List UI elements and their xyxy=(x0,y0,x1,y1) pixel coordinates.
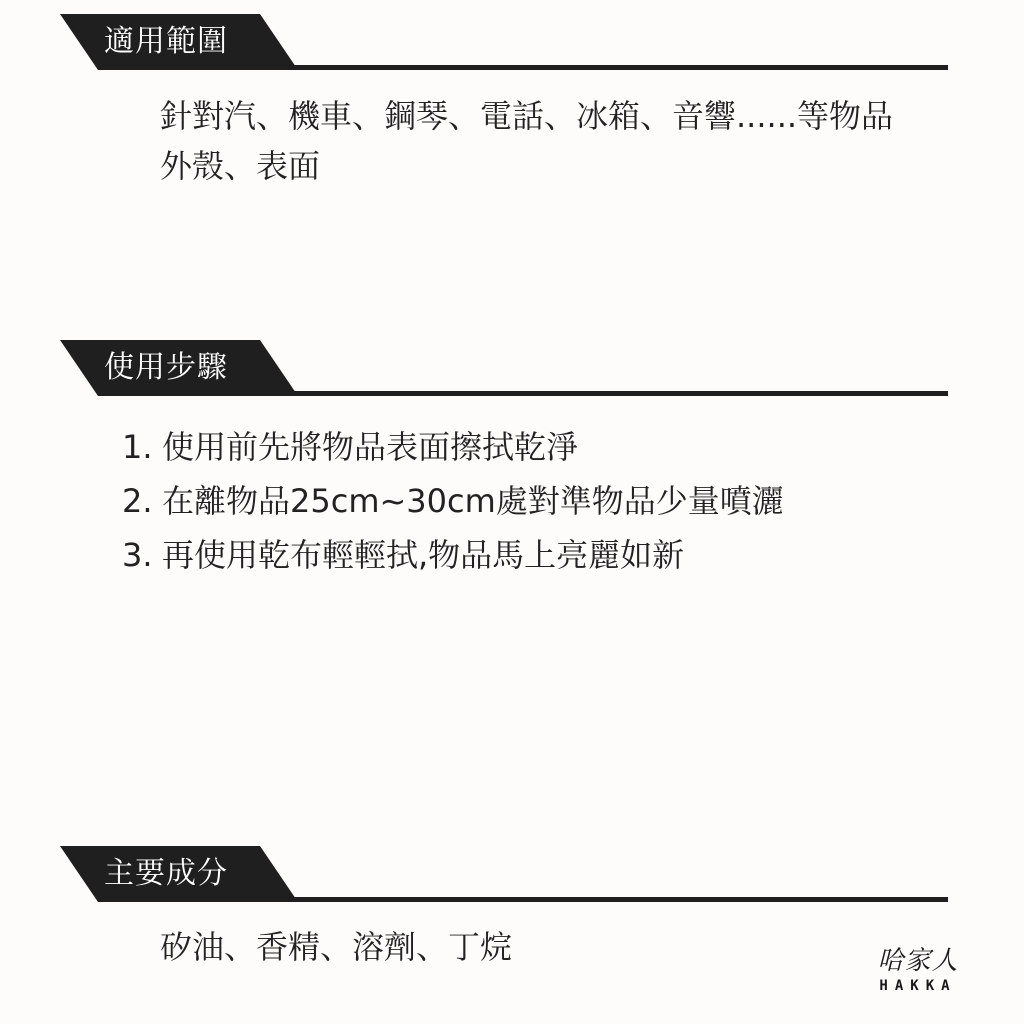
section-header-ingredients xyxy=(60,846,948,902)
step-text: 在離物品25cm~30cm處對準物品少量噴灑 xyxy=(162,482,784,520)
brand-logo xyxy=(858,946,978,996)
step-number: 1. xyxy=(122,428,153,466)
step-item xyxy=(122,474,784,528)
step-number: 2. xyxy=(122,482,153,520)
scope-text xyxy=(160,91,893,191)
logo-name: HAKKA xyxy=(879,978,957,994)
section-header-scope xyxy=(60,14,948,70)
section-title-scope: 適用範圍 xyxy=(104,24,228,59)
step-number: 3. xyxy=(122,536,153,574)
header-rule xyxy=(288,897,948,902)
step-item xyxy=(122,528,784,582)
section-title-steps: 使用步驟 xyxy=(104,350,228,385)
header-rule xyxy=(288,391,948,396)
scope-line: 針對汽、機車、鋼琴、電話、冰箱、音響......等物品 xyxy=(160,97,894,135)
step-text: 使用前先將物品表面擦拭乾淨 xyxy=(162,428,579,466)
ingredients-line: 矽油、香精、溶劑、丁烷 xyxy=(160,928,513,966)
steps-list xyxy=(122,420,784,582)
logo-mark: 哈家人 xyxy=(877,946,959,976)
ingredients-text xyxy=(160,922,512,972)
step-item xyxy=(122,420,784,474)
section-header-steps xyxy=(60,340,948,396)
step-text: 再使用乾布輕輕拭,物品馬上亮麗如新 xyxy=(162,536,685,574)
header-rule xyxy=(288,65,948,70)
section-title-ingredients: 主要成分 xyxy=(104,856,228,891)
scope-line: 外殼、表面 xyxy=(160,147,321,185)
